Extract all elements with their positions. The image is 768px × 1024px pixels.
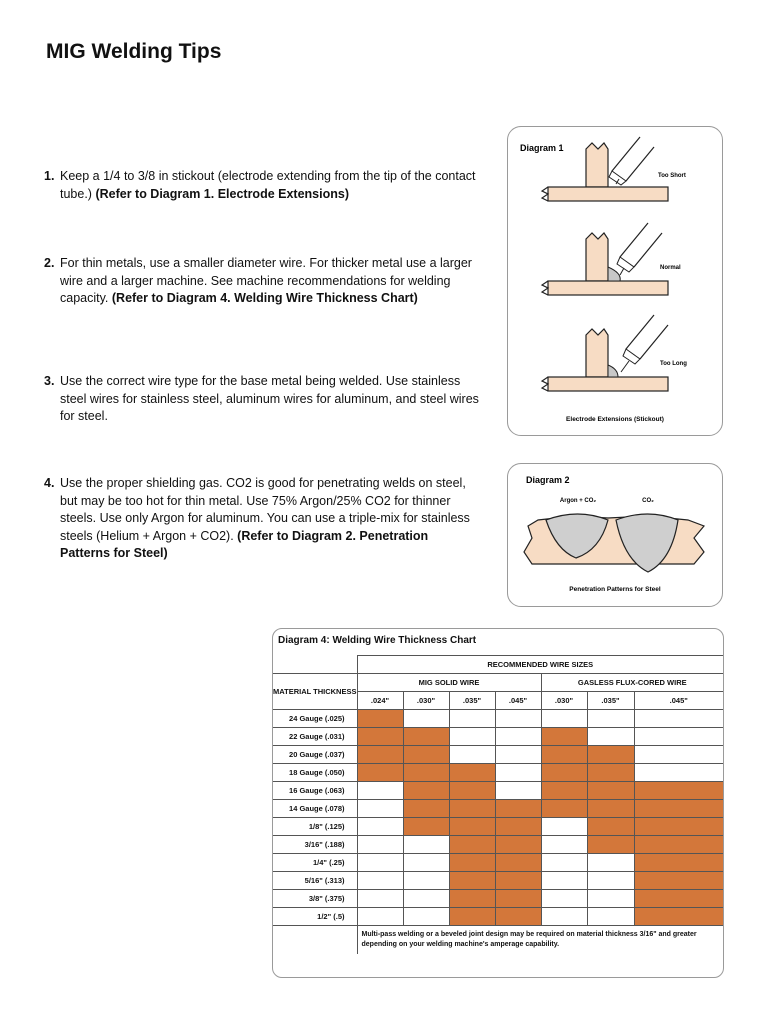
- recommended-cell: [541, 800, 587, 818]
- material-thickness-label: 3/16" (.188): [273, 836, 357, 854]
- page-title: MIG Welding Tips: [46, 40, 222, 63]
- empty-cell: [357, 890, 403, 908]
- recommended-cell: [634, 800, 723, 818]
- tip-text: Use the proper shielding gas. CO2 is good for penetrating welds on steel, but may be too hot for thin metal. Use 75% Argon/25% CO2 for thinner steels. Use only Argon for aluminum. You can use a triple-mix for stainless steels (Helium + Argon + CO2).: [60, 476, 470, 543]
- empty-cell: [541, 854, 587, 872]
- recommended-cell: [634, 836, 723, 854]
- recommended-cell: [541, 782, 587, 800]
- flux-cored-wire-header: GASLESS FLUX-CORED WIRE: [541, 674, 723, 692]
- tip-reference: (Refer to Diagram 4. Welding Wire Thickness Chart): [111, 291, 418, 305]
- label-too-long: Too Long: [660, 361, 687, 367]
- table-row: [273, 800, 723, 818]
- recommended-cell: [495, 908, 541, 926]
- empty-cell: [449, 746, 495, 764]
- recommended-cell: [587, 782, 634, 800]
- table-row: [273, 872, 723, 890]
- recommended-cell: [495, 836, 541, 854]
- tip-reference: (Refer to Diagram 2. Penetration Patterns for Steel): [60, 528, 429, 560]
- recommended-cell: [357, 764, 403, 782]
- recommended-cell: [449, 908, 495, 926]
- diagram-2-title: Diagram 2: [526, 475, 570, 485]
- empty-cell: [541, 818, 587, 836]
- empty-cell: [495, 764, 541, 782]
- recommended-cell: [403, 818, 449, 836]
- empty-cell: [587, 890, 634, 908]
- material-thickness-label: 14 Gauge (.078): [273, 800, 357, 818]
- label-too-short: Too Short: [658, 173, 686, 179]
- wire-size-header: .024": [357, 692, 403, 710]
- wire-size-header: .030": [403, 692, 449, 710]
- tip-text: Use the correct wire type for the base metal being welded. Use stainless steel wires for stainless steel, aluminum wires for aluminum, and steel wires for steel.: [60, 374, 479, 423]
- recommended-cell: [449, 764, 495, 782]
- tip-text: Keep a 1/4 to 3/8 in stickout (electrode extending from the tip of the contact tube.): [60, 169, 476, 201]
- table-row: [273, 746, 723, 764]
- empty-cell: [634, 746, 723, 764]
- empty-cell: [541, 872, 587, 890]
- table-row: [273, 782, 723, 800]
- empty-cell: [357, 836, 403, 854]
- tip-text: For thin metals, use a smaller diameter wire. For thicker metal use a larger wire and a larger machine. See machine recommendations for welding capacity.: [60, 256, 472, 305]
- empty-cell: [403, 908, 449, 926]
- material-thickness-label: 1/8" (.125): [273, 818, 357, 836]
- chart-footnote: Multi-pass welding or a beveled joint design may be required on material thickness 3/16" and greater depending on your welding machine's amperage capability.: [357, 926, 723, 955]
- empty-cell: [403, 854, 449, 872]
- table-row: [273, 818, 723, 836]
- wire-table-body: [273, 710, 723, 926]
- wire-size-header: .045": [634, 692, 723, 710]
- empty-cell: [587, 728, 634, 746]
- empty-cell: [403, 890, 449, 908]
- mig-solid-wire-header: MIG SOLID WIRE: [357, 674, 541, 692]
- tip-number: 2.: [44, 256, 55, 270]
- wire-thickness-table: [273, 655, 723, 954]
- empty-cell: [449, 728, 495, 746]
- empty-cell: [449, 710, 495, 728]
- recommended-cell: [403, 782, 449, 800]
- empty-cell: [587, 854, 634, 872]
- empty-cell: [403, 710, 449, 728]
- recommended-cell: [403, 764, 449, 782]
- recommended-cell: [449, 818, 495, 836]
- recommended-cell: [449, 890, 495, 908]
- empty-cell: [403, 836, 449, 854]
- tip-number: 4.: [44, 476, 55, 490]
- joint-too-long: [542, 315, 687, 391]
- empty-cell: [495, 728, 541, 746]
- empty-cell: [541, 890, 587, 908]
- material-thickness-label: 20 Gauge (.037): [273, 746, 357, 764]
- empty-cell: [495, 710, 541, 728]
- empty-cell: [634, 764, 723, 782]
- diagram-2-penetration-patterns: [507, 463, 723, 607]
- tip-4: [44, 475, 480, 563]
- tip-reference: (Refer to Diagram 1. Electrode Extensions): [95, 186, 349, 201]
- empty-cell: [403, 872, 449, 890]
- tip-number: 1.: [44, 169, 55, 183]
- table-row: [273, 710, 723, 728]
- empty-cell: [634, 728, 723, 746]
- recommended-cell: [587, 818, 634, 836]
- tip-2: [44, 255, 480, 308]
- recommended-cell: [449, 782, 495, 800]
- material-thickness-label: 1/2" (.5): [273, 908, 357, 926]
- recommended-cell: [587, 764, 634, 782]
- recommended-cell: [634, 872, 723, 890]
- material-thickness-label: 3/8" (.375): [273, 890, 357, 908]
- material-thickness-label: 22 Gauge (.031): [273, 728, 357, 746]
- wire-size-header: .035": [587, 692, 634, 710]
- material-thickness-label: 1/4" (.25): [273, 854, 357, 872]
- empty-cell: [357, 818, 403, 836]
- recommended-cell: [449, 836, 495, 854]
- empty-cell: [541, 710, 587, 728]
- label-normal: Normal: [660, 265, 681, 271]
- table-row: [273, 764, 723, 782]
- recommended-cell: [495, 854, 541, 872]
- empty-cell: [357, 908, 403, 926]
- table-row: [273, 836, 723, 854]
- empty-cell: [541, 836, 587, 854]
- table-row: [273, 890, 723, 908]
- diagram-2-caption: Penetration Patterns for Steel: [569, 586, 661, 593]
- empty-cell: [357, 800, 403, 818]
- recommended-cell: [634, 782, 723, 800]
- recommended-cell: [634, 854, 723, 872]
- joint-too-short: [542, 137, 686, 201]
- recommended-cell: [634, 890, 723, 908]
- recommended-cell: [634, 908, 723, 926]
- recommended-cell: [357, 728, 403, 746]
- table-row: [273, 854, 723, 872]
- material-thickness-label: 16 Gauge (.063): [273, 782, 357, 800]
- empty-cell: [634, 710, 723, 728]
- empty-cell: [587, 908, 634, 926]
- recommended-cell: [449, 800, 495, 818]
- diagram-1-illustration: [508, 127, 722, 435]
- wire-size-header: .045": [495, 692, 541, 710]
- label-argon-co2: Argon + CO₂: [559, 498, 597, 504]
- recommended-wire-sizes-header: RECOMMENDED WIRE SIZES: [357, 656, 723, 674]
- recommended-cell: [541, 728, 587, 746]
- diagram-2-illustration: [508, 464, 722, 606]
- empty-cell: [357, 872, 403, 890]
- recommended-cell: [357, 710, 403, 728]
- tip-1: [44, 168, 480, 203]
- diagram-1-caption: Electrode Extensions (Stickout): [566, 416, 664, 423]
- recommended-cell: [403, 728, 449, 746]
- recommended-cell: [495, 818, 541, 836]
- recommended-cell: [495, 800, 541, 818]
- table-row: [273, 728, 723, 746]
- recommended-cell: [587, 746, 634, 764]
- empty-cell: [587, 872, 634, 890]
- material-thickness-label: 5/16" (.313): [273, 872, 357, 890]
- empty-cell: [587, 710, 634, 728]
- wire-thickness-chart: [272, 628, 724, 978]
- recommended-cell: [587, 800, 634, 818]
- recommended-cell: [449, 854, 495, 872]
- corner-cell: [273, 656, 357, 674]
- tip-number: 3.: [44, 374, 55, 388]
- empty-cell: [541, 908, 587, 926]
- recommended-cell: [403, 746, 449, 764]
- material-thickness-label: 24 Gauge (.025): [273, 710, 357, 728]
- empty-cell: [495, 746, 541, 764]
- empty-cell: [357, 854, 403, 872]
- tip-3: [44, 373, 480, 426]
- recommended-cell: [449, 872, 495, 890]
- wire-size-header: .035": [449, 692, 495, 710]
- wire-size-header: .030": [541, 692, 587, 710]
- joint-normal: [542, 223, 681, 295]
- recommended-cell: [634, 818, 723, 836]
- recommended-cell: [541, 746, 587, 764]
- recommended-cell: [357, 746, 403, 764]
- table-row: [273, 908, 723, 926]
- recommended-cell: [495, 890, 541, 908]
- recommended-cell: [541, 764, 587, 782]
- diagram-1-electrode-extensions: [507, 126, 723, 436]
- diagram-1-title: Diagram 1: [520, 143, 564, 153]
- recommended-cell: [495, 872, 541, 890]
- label-co2: CO₂: [642, 498, 654, 504]
- recommended-cell: [403, 800, 449, 818]
- empty-cell: [357, 782, 403, 800]
- empty-cell: [495, 782, 541, 800]
- material-thickness-label: 18 Gauge (.050): [273, 764, 357, 782]
- material-thickness-header: MATERIAL THICKNESS: [273, 674, 357, 710]
- chart-title: Diagram 4: Welding Wire Thickness Chart: [278, 635, 477, 646]
- recommended-cell: [587, 836, 634, 854]
